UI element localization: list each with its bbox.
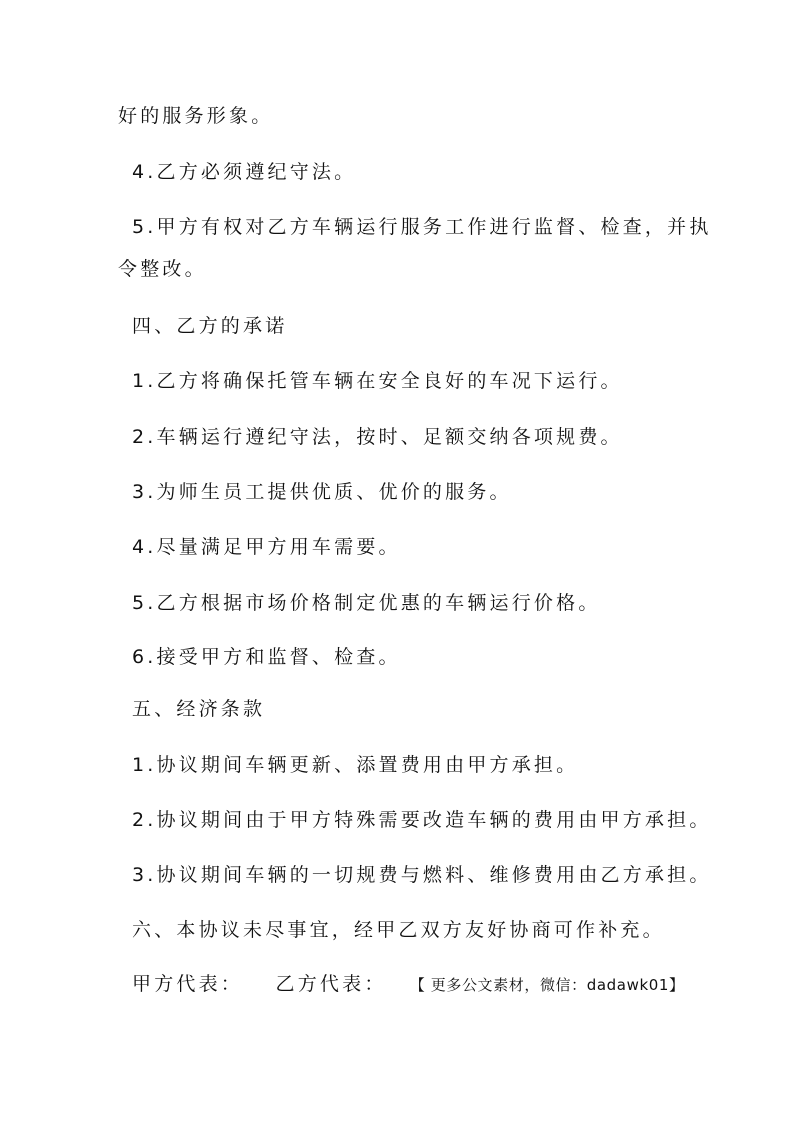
- paragraph-line: 好的服务形象。: [118, 105, 274, 127]
- paragraph-line: 1.协议期间车辆更新、添置费用由甲方承担。: [132, 754, 579, 776]
- signature-line: [132, 972, 685, 997]
- paragraph-line: 5.乙方根据市场价格制定优惠的车辆运行价格。: [132, 592, 601, 614]
- paragraph-line: 2.车辆运行遵纪守法，按时、足额交纳各项规费。: [132, 426, 623, 448]
- paragraph-line: 4.尽量满足甲方用车需要。: [132, 536, 401, 558]
- paragraph-line: 2.协议期间由于甲方特殊需要改造车辆的费用由甲方承担。: [132, 809, 712, 831]
- paragraph-line: 4.乙方必须遵纪守法。: [132, 161, 357, 183]
- paragraph-line: 1.乙方将确保托管车辆在安全良好的车况下运行。: [132, 370, 623, 392]
- party-a-label: 甲方代表：: [132, 973, 244, 995]
- footer-note: 【 更多公文素材，微信：dadawk01】: [409, 976, 685, 994]
- party-b-label: 乙方代表：: [275, 973, 387, 995]
- section-heading: 五、经济条款: [132, 698, 266, 720]
- paragraph-line: 3.为师生员工提供优质、优价的服务。: [132, 481, 512, 503]
- paragraph-line: 令整改。: [118, 258, 207, 280]
- paragraph-line: 3.协议期间车辆的一切规费与燃料、维修费用由乙方承担。: [132, 864, 712, 886]
- section-heading: 四、乙方的承诺: [132, 315, 288, 337]
- paragraph-line: 5.甲方有权对乙方车辆运行服务工作进行监督、检查，并执: [132, 216, 712, 238]
- paragraph-line: 六、本协议未尽事宜，经甲乙双方友好协商可作补充。: [132, 919, 665, 941]
- paragraph-line: 6.接受甲方和监督、检查。: [132, 646, 401, 668]
